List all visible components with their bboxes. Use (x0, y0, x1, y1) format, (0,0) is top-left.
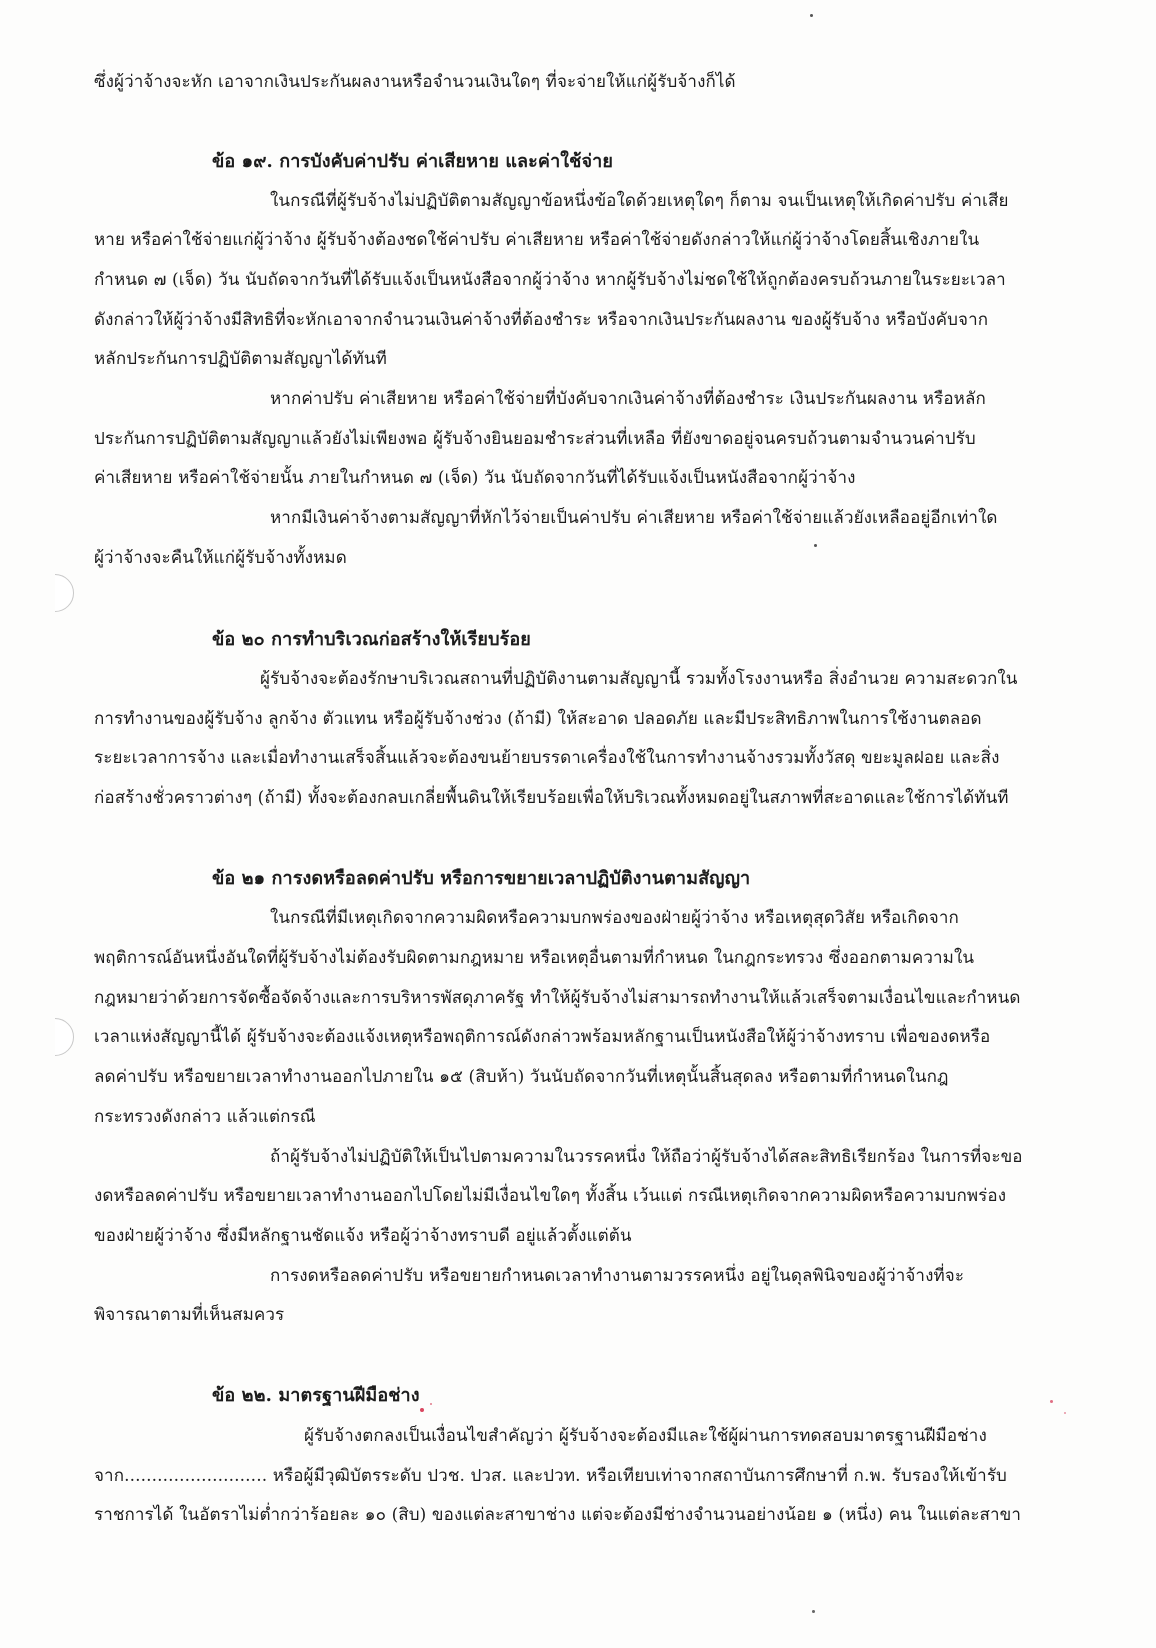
punch-hole-mark (36, 574, 74, 612)
ink-speck (810, 14, 813, 17)
body-text-line: ลดค่าปรับ หรือขยายเวลาทำงานออกไปภายใน ๑๕ (สิบห้า) วันนับถัดจากวันที่เหตุนั้นสิ้นสุดลง หรือตามที่กำหนดในกฎ (94, 1067, 949, 1087)
body-text-line: หลักประกันการปฏิบัติตามสัญญาได้ทันที (94, 349, 387, 369)
body-text-line: ผู้รับจ้างตกลงเป็นเงื่อนไขสำคัญว่า ผู้รับจ้างจะต้องมีและใช้ผู้ผ่านการทดสอบมาตรฐานฝีมือช่าง (304, 1426, 987, 1446)
ink-speck (420, 1408, 424, 1412)
body-text-line: พฤติการณ์อันหนึ่งอันใดที่ผู้รับจ้างไม่ต้องรับผิดตามกฎหมาย หรือเหตุอื่นตามที่กำหนด ในกฎกระทรวง ซึ่งออกตามความใน (94, 948, 975, 968)
body-text-line: กฎหมายว่าด้วยการจัดซื้อจัดจ้างและการบริหารพัสดุภาครัฐ ทำให้ผู้รับจ้างไม่สามารถทำงานให้แล้วเสร็จตามเงื่อนไขและกำหนด (94, 988, 1021, 1008)
ink-speck (812, 1610, 815, 1613)
body-text-line: ซึ่งผู้ว่าจ้างจะหัก เอาจากเงินประกันผลงานหรือจำนวนเงินใดๆ ที่จะจ่ายให้แก่ผู้รับจ้างก็ได้ (94, 72, 736, 92)
body-text-line: จาก.......................... หรือผู้มีวุฒิบัตรระดับ ปวช. ปวส. และปวท. หรือเทียบเท่าจากสถาบันการศึกษาที่ ก.พ. รับรองให้เข้ารับ (94, 1466, 1007, 1486)
body-text-line: ก่อสร้างชั่วคราวต่างๆ (ถ้ามี) ทั้งจะต้องกลบเกลี่ยพื้นดินให้เรียบร้อยเพื่อให้บริเวณทั้งหมดอยู่ในสภาพที่สะอาดและใช้การได้ทันที (94, 788, 1009, 808)
body-text-line: หากมีเงินค่าจ้างตามสัญญาที่หักไว้จ่ายเป็นค่าปรับ ค่าเสียหาย หรือค่าใช้จ่ายแล้วยังเหลืออยู่อีกเท่าใด (270, 508, 998, 528)
body-text-line: เวลาแห่งสัญญานี้ได้ ผู้รับจ้างจะต้องแจ้งเหตุหรือพฤติการณ์ดังกล่าวพร้อมหลักฐานเป็นหนังสือให้ผู้ว่าจ้างทราบ เพื่อของดหรือ (94, 1027, 991, 1047)
body-text-line: ดังกล่าวให้ผู้ว่าจ้างมีสิทธิที่จะหักเอาจากจำนวนเงินค่าจ้างที่ต้องชำระ หรือจากเงินประกันผลงาน ของผู้รับจ้าง หรือบังคับจาก (94, 310, 989, 330)
body-text-line: หาย หรือค่าใช้จ่ายแก่ผู้ว่าจ้าง ผู้รับจ้างต้องชดใช้ค่าปรับ ค่าเสียหาย หรือค่าใช้จ่ายดังกล่าวให้แก่ผู้ว่าจ้างโดยสิ้นเชิงภายใน (94, 230, 980, 250)
body-text-line: ผู้ว่าจ้างจะคืนให้แก่ผู้รับจ้างทั้งหมด (94, 548, 347, 568)
section-heading: ข้อ ๒๐ การทำบริเวณก่อสร้างให้เรียบร้อย (212, 629, 531, 650)
body-text-line: พิจารณาตามที่เห็นสมควร (94, 1305, 285, 1325)
body-text-line: ระยะเวลาการจ้าง และเมื่อทำงานเสร็จสิ้นแล้วจะต้องขนย้ายบรรดาเครื่องใช้ในการทำงานจ้างรวมทั้งวัสดุ ขยะมูลฝอย และสิ่ง (94, 748, 1000, 768)
body-text-line: กระทรวงดังกล่าว แล้วแต่กรณี (94, 1107, 316, 1127)
section-heading: ข้อ ๒๑ การงดหรือลดค่าปรับ หรือการขยายเวลาปฏิบัติงานตามสัญญา (212, 868, 751, 889)
body-text-line: กำหนด ๗ (เจ็ด) วัน นับถัดจากวันที่ได้รับแจ้งเป็นหนังสือจากผู้ว่าจ้าง หากผู้รับจ้างไม่ชดใช้ให้ถูกต้องครบถ้วนภายในระยะเวลา (94, 270, 1006, 290)
body-text-line: การงดหรือลดค่าปรับ หรือขยายกำหนดเวลาทำงานตามวรรคหนึ่ง อยู่ในดุลพินิจของผู้ว่าจ้างที่จะ (270, 1266, 965, 1286)
ink-speck (430, 1403, 432, 1405)
body-text-line: ในกรณีที่ผู้รับจ้างไม่ปฏิบัติตามสัญญาข้อหนึ่งข้อใดด้วยเหตุใดๆ ก็ตาม จนเป็นเหตุให้เกิดค่าปรับ ค่าเสีย (270, 191, 1009, 211)
body-text-line: ค่าเสียหาย หรือค่าใช้จ่ายนั้น ภายในกำหนด ๗ (เจ็ด) วัน นับถัดจากวันที่ได้รับแจ้งเป็นหนังสือจากผู้ว่าจ้าง (94, 468, 856, 488)
body-text-line: ในกรณีที่มีเหตุเกิดจากความผิดหรือความบกพร่องของฝ่ายผู้ว่าจ้าง หรือเหตุสุดวิสัย หรือเกิดจาก (270, 908, 959, 928)
section-heading: ข้อ ๑๙. การบังคับค่าปรับ ค่าเสียหาย และค่าใช้จ่าย (212, 151, 613, 172)
body-text-line: ของฝ่ายผู้ว่าจ้าง ซึ่งมีหลักฐานชัดแจ้ง หรือผู้ว่าจ้างทราบดี อยู่แล้วตั้งแต่ต้น (94, 1226, 632, 1246)
ink-speck (1050, 1400, 1053, 1403)
body-text-line: ราชการได้ ในอัตราไม่ต่ำกว่าร้อยละ ๑๐ (สิบ) ของแต่ละสาขาช่าง แต่จะต้องมีช่างจำนวนอย่างน้อย ๑ (หนึ่ง) คน ในแต่ละสาขา (94, 1505, 1022, 1525)
ink-speck (814, 544, 817, 547)
section-heading: ข้อ ๒๒. มาตรฐานฝีมือช่าง (212, 1385, 420, 1406)
ink-speck (1064, 1412, 1066, 1414)
body-text-line: ผู้รับจ้างจะต้องรักษาบริเวณสถานที่ปฏิบัติงานตามสัญญานี้ รวมทั้งโรงงานหรือ สิ่งอำนวย ความสะดวกใน (260, 669, 1018, 689)
punch-hole-mark (36, 1018, 74, 1056)
body-text-line: การทำงานของผู้รับจ้าง ลูกจ้าง ตัวแทน หรือผู้รับจ้างช่วง (ถ้ามี) ให้สะอาด ปลอดภัย และมีประสิทธิภาพในการใช้งานตลอด (94, 709, 982, 729)
body-text-line: หากค่าปรับ ค่าเสียหาย หรือค่าใช้จ่ายที่บังคับจากเงินค่าจ้างที่ต้องชำระ เงินประกันผลงาน หรือหลัก (270, 389, 986, 409)
body-text-line: ประกันการปฏิบัติตามสัญญาแล้วยังไม่เพียงพอ ผู้รับจ้างยินยอมชำระส่วนที่เหลือ ที่ยังขาดอยู่จนครบถ้วนตามจำนวนค่าปรับ (94, 429, 976, 449)
body-text-line: ถ้าผู้รับจ้างไม่ปฏิบัติให้เป็นไปตามความในวรรคหนึ่ง ให้ถือว่าผู้รับจ้างได้สละสิทธิเรียกร้อง ในการที่จะขอ (270, 1147, 1023, 1167)
body-text-line: งดหรือลดค่าปรับ หรือขยายเวลาทำงานออกไปโดยไม่มีเงื่อนไขใดๆ ทั้งสิ้น เว้นแต่ กรณีเหตุเกิดจากความผิดหรือความบกพร่อง (94, 1186, 1007, 1206)
